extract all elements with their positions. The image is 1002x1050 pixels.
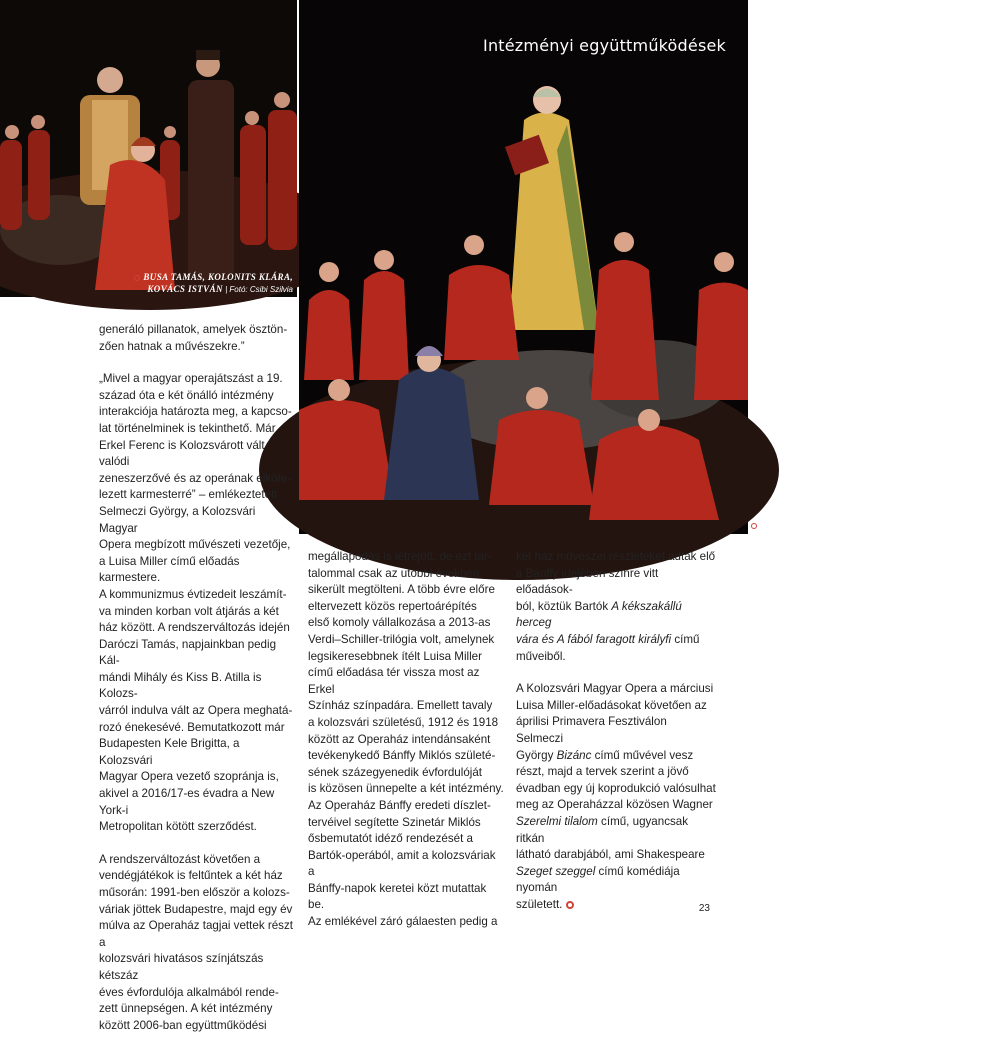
paragraph: A rendszerváltozást követően a vendégjátékok is feltűntek a két ház műsorán: 1991-ben először a kolozs- váriak jöttek Budapestre, majd egy év múlva az Operaház tagjai vettek részt a kolozsvári hivatásos színjátszás kétszáz éves évfordulója alkalmából rende- zett ünnepségen. A két intézmény között 2006-ban együttműködési [99,852,293,1032]
caption-names: KÁROLYI KATALIN, VERESS ORSOLYA [760,520,933,530]
paragraph [516,681,716,913]
photo-caption-left [73,271,293,296]
text-run: című komédiája nyomán született. [516,864,680,911]
caption-credit: | Fotó: Csibi Szilvia [222,285,293,294]
caption-names: BUSA TAMÁS, KOLONITS KLÁRA, [143,272,293,282]
bullet-icon [751,523,757,529]
paragraph: megállapodás is létrejött, de ezt tar- talommal csak az utóbbi években sikerült megtölteni. A több évre előre eltervezett közös repertoárépítés első komoly vállalkozása a 2013-as Verdi–Schiller-trilógia volt, amelynek legsikeresebbnek ítélt Luisa Miller című előadása tér vissza most az Erkel Színház színpadára. Emellett tavaly a kolozsvári születésű, 1912 és 1918 között az Operaház intendánsaként tevékenykedő Bánffy Miklós születé- sének százegyenedik évfordulóját is közösen ünnepelte a két intézmény. Az Operaház Bánffy eredeti díszlet- tervéivel segítette Szinetár Miklós ősbemutatót idéző rendezését a Bartók-operából, amit a kolozsváriak a Bánffy-napok keretei közt mutattak be. Az emlékével záró gálaesten pedig a [308,550,504,929]
text-column-3 [516,549,716,929]
stage-photo-left [0,0,297,297]
text-run: két ház művészei részleteket adtak elő a Bánffy idejében színre vitt előadások- ból, köztük Bartók [516,550,716,613]
caption-credit: | Fotó: Csibi Szilvia [932,521,1002,530]
paragraph: generáló pillanatok, amelyek ösztön- zően hatnak a művészekre.” [99,323,288,353]
end-mark-icon [566,901,574,909]
text-column-2 [308,549,505,947]
text-column-1 [99,322,295,1050]
text-run: és [538,632,557,646]
text-run: A Kolozsvári Magyar Opera a márciusi Luisa Miller-előadásokat követően az áprilisi Primavera Fesztiválon Selmeczi György [516,682,714,762]
page-number: 23 [698,903,710,914]
text-run: című műveiből. [516,632,700,663]
caption-names-line2: KOVÁCS ISTVÁN [147,284,223,294]
opera-scene-right [299,0,748,534]
work-title: A kékszakállú herceg vára [516,599,682,646]
work-title: Szerelmi tilalom [516,814,598,828]
text-run: című, ugyancsak ritkán látható darabjából, ami Shakespeare [516,814,705,862]
stage-photo-right [299,0,1002,534]
photo-caption-right [751,519,1002,532]
text-run: című művével vesz részt, majd a tervek szerint a jövő évadban egy új koprodukció valósulhat meg az Operaházzal közösen Wagner [516,748,716,812]
work-title: Szeget szeggel [516,864,596,878]
section-title: Intézményi együttműködések [483,36,726,55]
paragraph: „Mivel a magyar operajátszást a 19. század óta e két önálló intézmény interakciója határozta meg, a kapcso- lat történelminek is tekinthető. Már Erkel Ferenc is Kolozsvárott vált valódi zeneszerzővé és az operának elköte- lezett karmesterré” – emlékeztetett Selmeczi György, a Kolozsvári Magyar Opera megbízott művészeti vezetője, a Luisa Miller című előadás karmestere. A kommunizmus évtizedeit leszámít- va minden korban volt átjárás a két ház között. A rendszerváltozás idején Daróczi Tamás, napjainkban pedig Kál- mándi Mihály és Kiss B. Atilla is Kolozs- várról indulva vált az Opera meghatá- rozó énekesévé. Bemutatkozott már Budapesten Kele Brigitta, a Kolozsvári Magyar Opera vezető szopránja is, akivel a 2016/17-es évadra a New York-i Metropolitan kötött szerződést. [99,372,293,834]
work-title: A fából faragott királyfi [556,632,672,646]
bullet-icon [134,275,140,281]
work-title: Bizánc [556,748,592,762]
opera-scene-left [0,0,297,297]
paragraph [516,549,716,665]
